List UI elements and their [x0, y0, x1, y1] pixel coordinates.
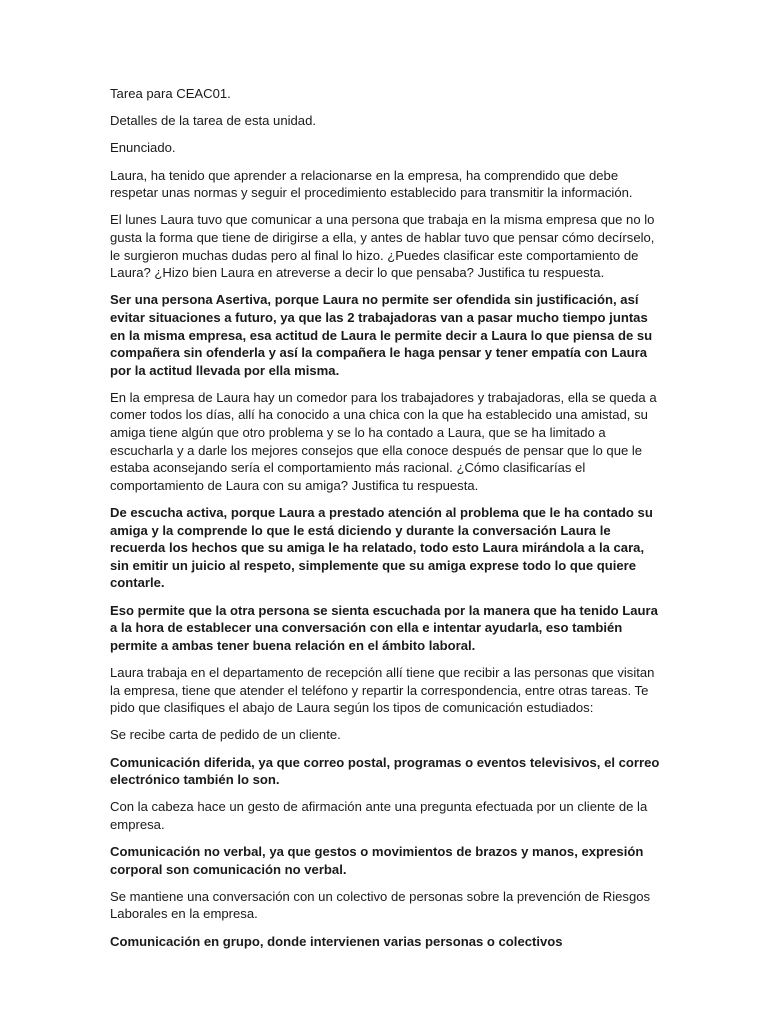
answer-2: De escucha activa, porque Laura a prestado atención al problema que le ha contado su amiga y la comprende lo que le está diciendo y durante la conversación Laura le recuerda los hechos que su amiga le ha relatado, todo esto Laura mirándola a la cara, sin emitir un juicio al respeto, simplemente que su amiga exprese todo lo que quiere contarle.: [110, 505, 653, 591]
task-details-line: Detalles de la tarea de esta unidad.: [110, 113, 317, 129]
statement-heading: Enunciado.: [110, 140, 176, 156]
answer-2-continued: Eso permite que la otra persona se sienta escuchada por la manera que ha tenido Laura a la hora de establecer una conversación con ella e intentar ayudarla, eso también permite a ambas tener buena relación en el ámbito laboral.: [110, 602, 658, 653]
case-1: Se recibe carta de pedido de un cliente.: [110, 727, 341, 743]
case-1-answer: Comunicación diferida, ya que correo postal, programas o eventos televisivos, el correo electrónico también lo son.: [110, 754, 660, 788]
case-3: Se mantiene una conversación con un colectivo de personas sobre la prevención de Riesgos Laborales en la empresa.: [110, 888, 651, 922]
case-2: Con la cabeza hace un gesto de afirmación ante una pregunta efectuada por un cliente de la empresa.: [110, 799, 648, 832]
case-3-answer: Comunicación en grupo, donde intervienen varias personas o colectivos: [110, 933, 563, 949]
question-2: En la empresa de Laura hay un comedor para los trabajadores y trabajadoras, ella se queda a comer todos los días, allí ha conocido a una chica con la que ha establecido una amistad, su amiga tiene algún que otro problema y se lo ha contado a Laura, que se ha limitado a escucharla y a darle los mejores consejos que ella conoce después de pensar que lo que le estaba aconsejando sería el comportamiento más racional. ¿Cómo clasificarías el comportamiento de Laura con su amiga? Justifica tu respuesta.: [110, 389, 657, 493]
intro-paragraph: Laura, ha tenido que aprender a relacionarse en la empresa, ha comprendido que debe respetar unas normas y seguir el procedimiento establecido para transmitir la información.: [110, 167, 633, 201]
question-3: Laura trabaja en el departamento de recepción allí tiene que recibir a las personas que visitan la empresa, tiene que atender el teléfono y repartir la correspondencia, entre otras tareas. Te pido que clasifiques el abajo de Laura según los tipos de comunicación estudiados:: [110, 664, 655, 716]
case-2-answer: Comunicación no verbal, ya que gestos o movimientos de brazos y manos, expresión corporal son comunicación no verbal.: [110, 844, 644, 877]
document-title: Tarea para CEAC01.: [110, 86, 231, 101]
document-page: [110, 85, 660, 960]
question-1: El lunes Laura tuvo que comunicar a una persona que trabaja en la misma empresa que no lo gusta la forma que tiene de dirigirse a ella, y antes de hablar tuvo que pensar cómo decírselo, le surgieron muchas dudas pero al final lo hizo. ¿Puedes clasificar este comportamiento de Laura? ¿Hizo bien Laura en atreverse a decir lo que pensaba? Justifica tu respuesta.: [110, 212, 655, 281]
answer-1: Ser una persona Asertiva, porque Laura no permite ser ofendida sin justificación, así evitar situaciones a futuro, ya que las 2 trabajadoras van a pasar mucho tiempo juntas en la misma empresa, esa actitud de Laura le permite decir a Laura lo que piensa de su compañera sin ofenderla y así la compañera le haga pensar y tener empatía con Laura por la actitud llevada por ella misma.: [110, 292, 653, 378]
